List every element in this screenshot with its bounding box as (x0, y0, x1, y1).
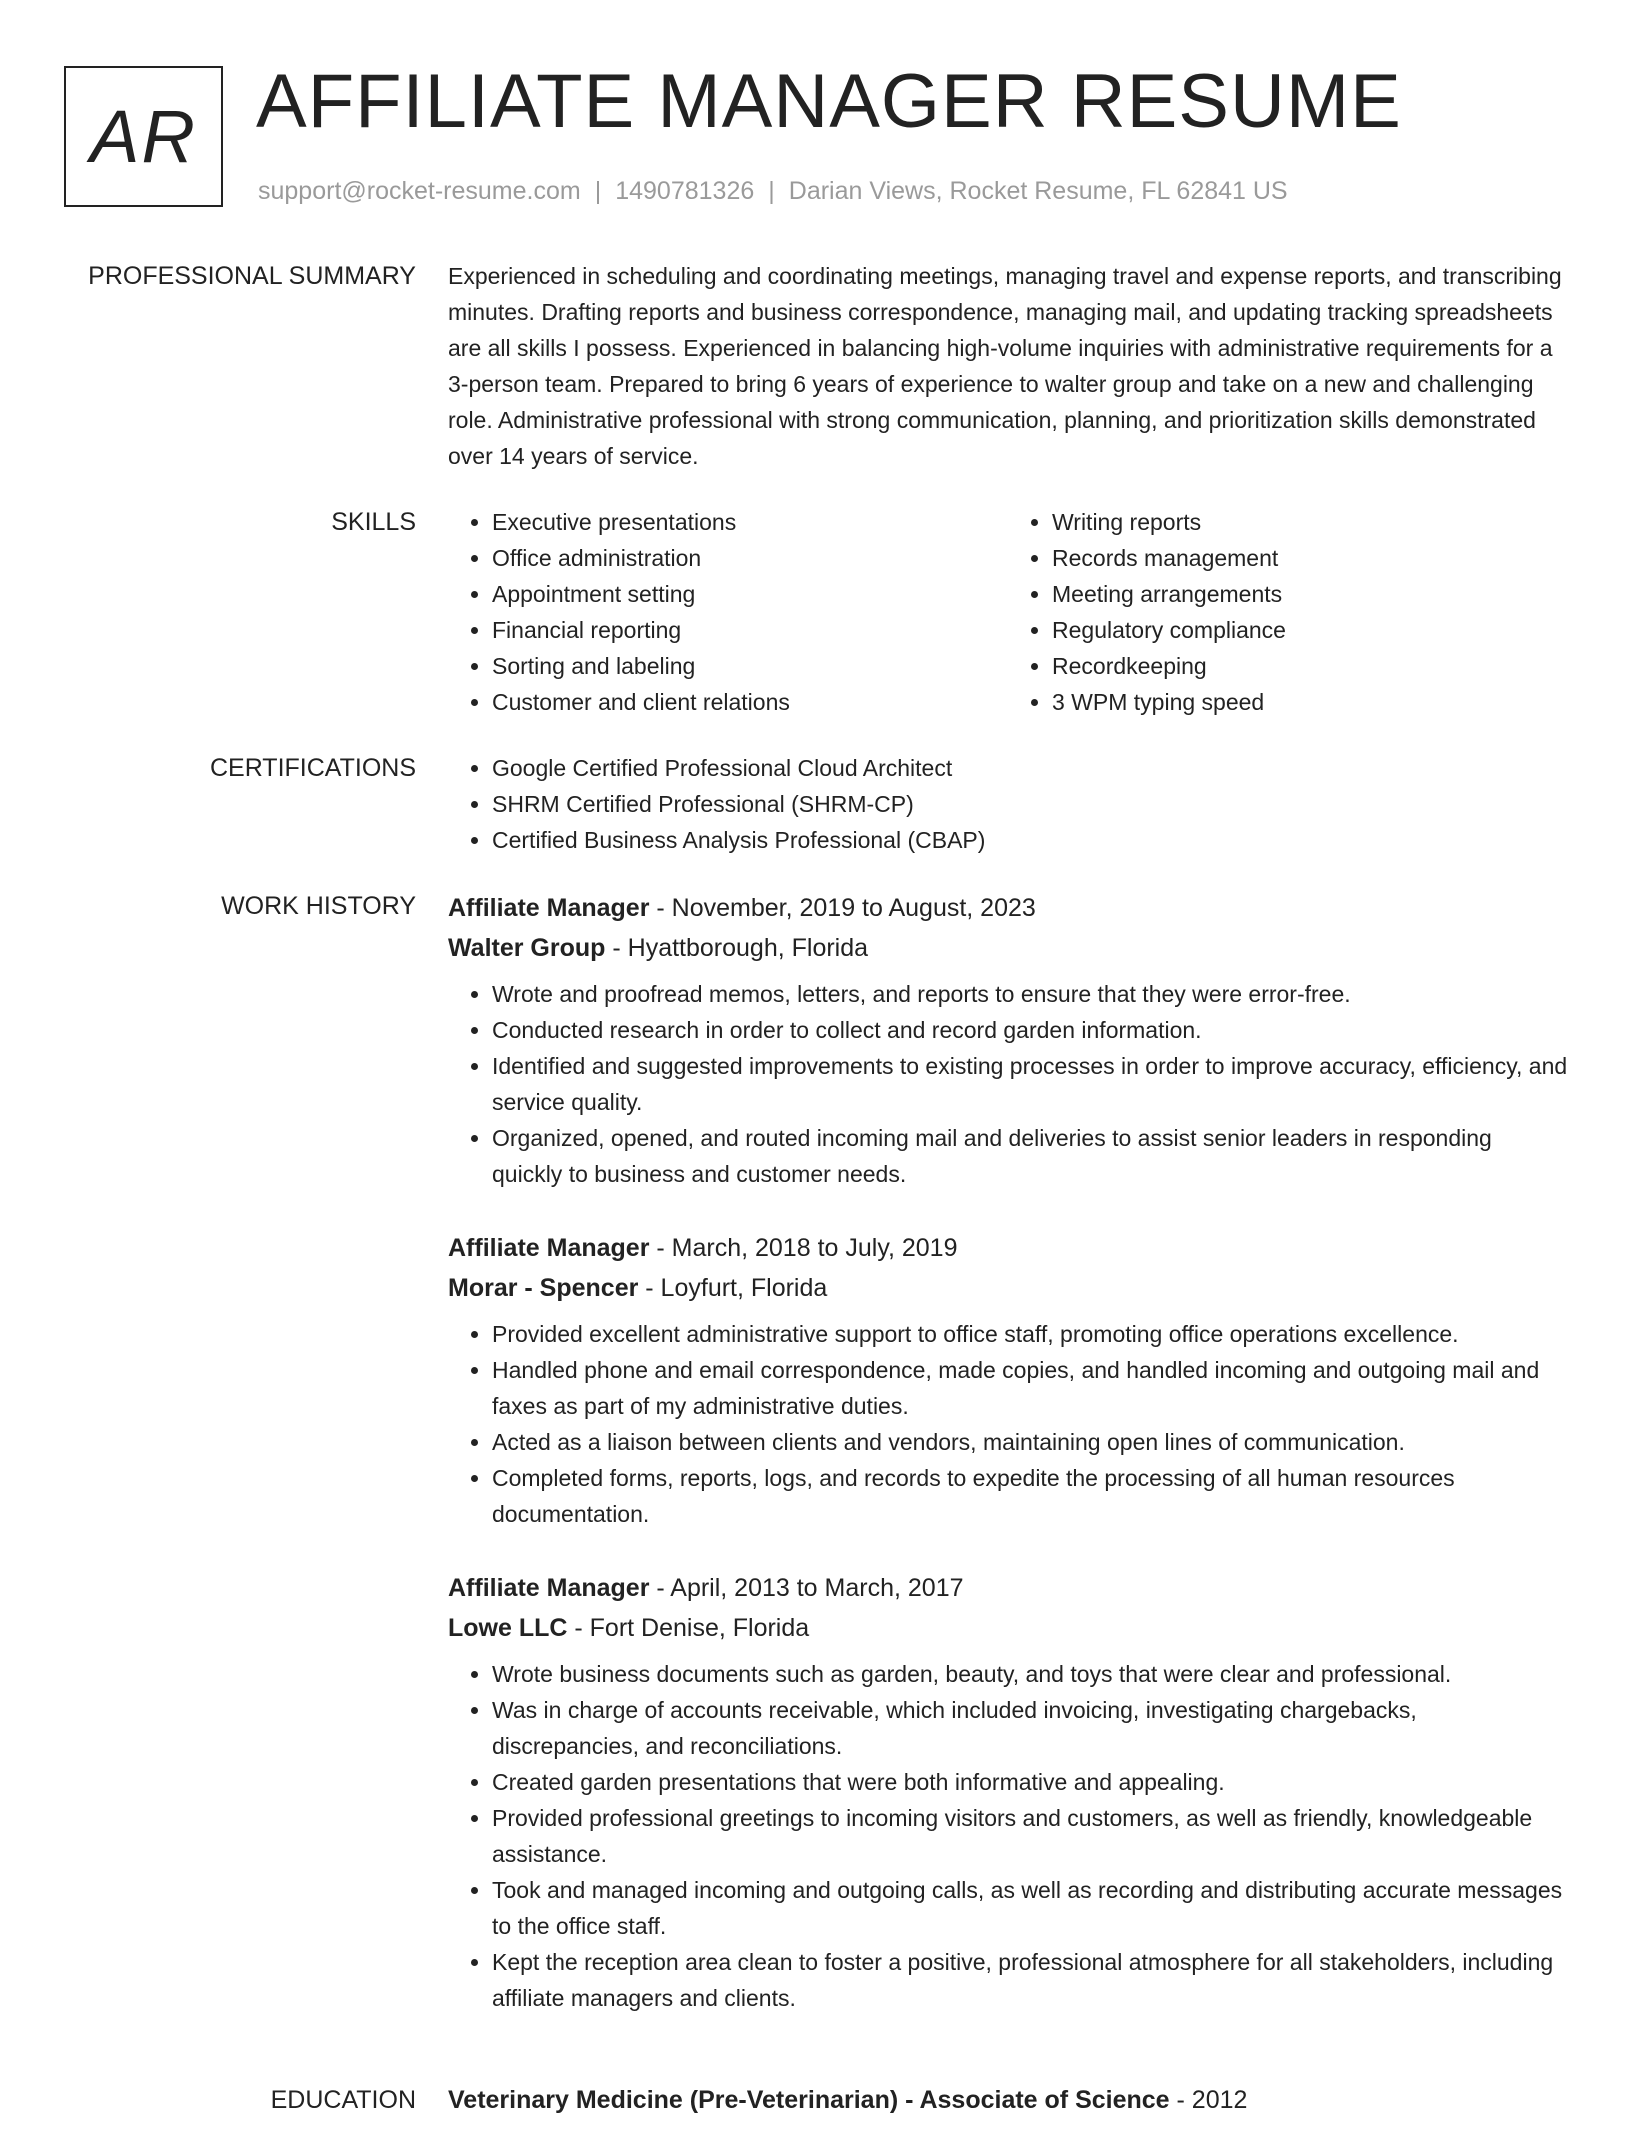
resume-title: AFFILIATE MANAGER RESUME (256, 59, 1402, 144)
job-duty: • Provided excellent administrative support to office staff, promoting office operations excellence. (492, 1316, 1568, 1352)
job-duties (448, 976, 1568, 1192)
skill-item: • Appointment setting (492, 576, 1008, 612)
resume-body (0, 258, 1632, 2148)
job-title: Affiliate Manager (448, 1234, 650, 1262)
job-title-line (448, 1228, 1568, 1268)
job-entry (448, 1568, 1568, 2016)
section-label-summary: PROFESSIONAL SUMMARY (88, 262, 416, 290)
education-section (0, 2082, 1632, 2118)
job-duty: • Acted as a liaison between clients and vendors, maintaining open lines of communication. (492, 1424, 1568, 1460)
job-duties (448, 1316, 1568, 1532)
skill-item: • Recordkeeping (1052, 648, 1568, 684)
job-duty: • Took and managed incoming and outgoing calls, as well as recording and distributing accurate messages to the office staff. (492, 1872, 1568, 1944)
skill-item: • Writing reports (1052, 504, 1568, 540)
job-title-line (448, 888, 1568, 928)
certifications-section (0, 750, 1632, 858)
section-label-work-history: WORK HISTORY (221, 892, 416, 920)
job-duty: • Conducted research in order to collect and record garden information. (492, 1012, 1568, 1048)
job-duty: • Organized, opened, and routed incoming mail and deliveries to assist senior leaders in responding quickly to business and customer needs. (492, 1120, 1568, 1192)
contact-separator: | (768, 177, 775, 205)
job-company: Walter Group (448, 934, 606, 962)
monogram-initials: AR (90, 95, 197, 178)
job-duty: • Created garden presentations that were both informative and appealing. (492, 1764, 1568, 1800)
certifications-list (448, 750, 1568, 858)
job-duty: • Handled phone and email correspondence, made copies, and handled incoming and outgoing mail and faxes as part of my administrative duties. (492, 1352, 1568, 1424)
skill-item: • Regulatory compliance (1052, 612, 1568, 648)
job-title: Affiliate Manager (448, 894, 650, 922)
contact-separator: | (594, 177, 602, 205)
job-duty: • Was in charge of accounts receivable, which included invoicing, investigating chargebacks, discrepancies, and reconciliations. (492, 1692, 1568, 1764)
job-title-line (448, 1568, 1568, 1608)
job-duty: • Completed forms, reports, logs, and records to expedite the processing of all human resources documentation. (492, 1460, 1568, 1532)
job-dates: - April, 2013 to March, 2017 (649, 1574, 964, 1602)
work-history-section (0, 888, 1632, 2052)
monogram-box (64, 66, 223, 207)
job-location: - Hyattborough, Florida (605, 934, 869, 962)
section-label-certifications: CERTIFICATIONS (209, 754, 416, 782)
skill-item: • Financial reporting (492, 612, 1008, 648)
skill-item: • 3 WPM typing speed (1052, 684, 1568, 720)
job-dates: - March, 2018 to July, 2019 (649, 1234, 958, 1262)
education-entry (448, 2082, 1568, 2118)
contact-email: support@rocket-resume.com (258, 177, 581, 205)
job-location: - Fort Denise, Florida (567, 1614, 810, 1642)
education-year: - 2012 (1169, 2086, 1248, 2114)
contact-phone: 1490781326 (615, 177, 755, 205)
job-company-line (448, 1268, 1568, 1308)
section-label-education: EDUCATION (270, 2086, 416, 2114)
job-entry (448, 1228, 1568, 1532)
job-duty: • Identified and suggested improvements to existing processes in order to improve accuracy, efficiency, and service quality. (492, 1048, 1568, 1120)
skill-item: • Records management (1052, 540, 1568, 576)
certification-item: • Google Certified Professional Cloud Architect (492, 750, 1568, 786)
certification-item: • SHRM Certified Professional (SHRM-CP) (492, 786, 1568, 822)
job-company: Lowe LLC (448, 1614, 568, 1642)
skills-section (0, 504, 1632, 720)
job-duties (448, 1656, 1568, 2016)
skill-item: • Office administration (492, 540, 1008, 576)
professional-summary-section (0, 258, 1632, 474)
contact-line (258, 174, 1288, 208)
skill-item: • Customer and client relations (492, 684, 1008, 720)
job-duty: • Provided professional greetings to incoming visitors and customers, as well as friendly, knowledgeable assistance. (492, 1800, 1568, 1872)
job-duty: • Wrote and proofread memos, letters, and reports to ensure that they were error-free. (492, 976, 1568, 1012)
job-duty: • Kept the reception area clean to foster a positive, professional atmosphere for all stakeholders, including affiliate managers and clients. (492, 1944, 1568, 2016)
skill-item: • Sorting and labeling (492, 648, 1008, 684)
section-label-skills: SKILLS (331, 508, 416, 536)
certification-item: • Certified Business Analysis Professional (CBAP) (492, 822, 1568, 858)
skill-item: • Meeting arrangements (1052, 576, 1568, 612)
contact-address: Darian Views, Rocket Resume, FL 62841 US (788, 177, 1288, 205)
job-location: - Loyfurt, Florida (638, 1274, 828, 1302)
job-company: Morar - Spencer (448, 1274, 639, 1302)
skills-column-2 (1008, 504, 1568, 720)
job-entry (448, 888, 1568, 1192)
skills-column-1 (448, 504, 1008, 720)
job-company-line (448, 1608, 1568, 1648)
job-company-line (448, 928, 1568, 968)
job-title: Affiliate Manager (448, 1574, 650, 1602)
skill-item: • Executive presentations (492, 504, 1008, 540)
job-duty: • Wrote business documents such as garden, beauty, and toys that were clear and professional. (492, 1656, 1568, 1692)
summary-text: Experienced in scheduling and coordinating meetings, managing travel and expense reports, and transcribing minutes. Drafting reports and business correspondence, managing mail, and updating tracking spreadsheets are all skills I possess. Experienced in balancing high-volume inquiries with administrative requirements for a 3-person team. Prepared to bring 6 years of experience to walter group and take on a new and challenging role. Administrative professional with strong communication, planning, and prioritization skills demonstrated over 14 years of service. (448, 263, 1562, 469)
job-dates: - November, 2019 to August, 2023 (649, 894, 1036, 922)
education-degree: Veterinary Medicine (Pre-Veterinarian) - Associate of Science (448, 2086, 1170, 2114)
